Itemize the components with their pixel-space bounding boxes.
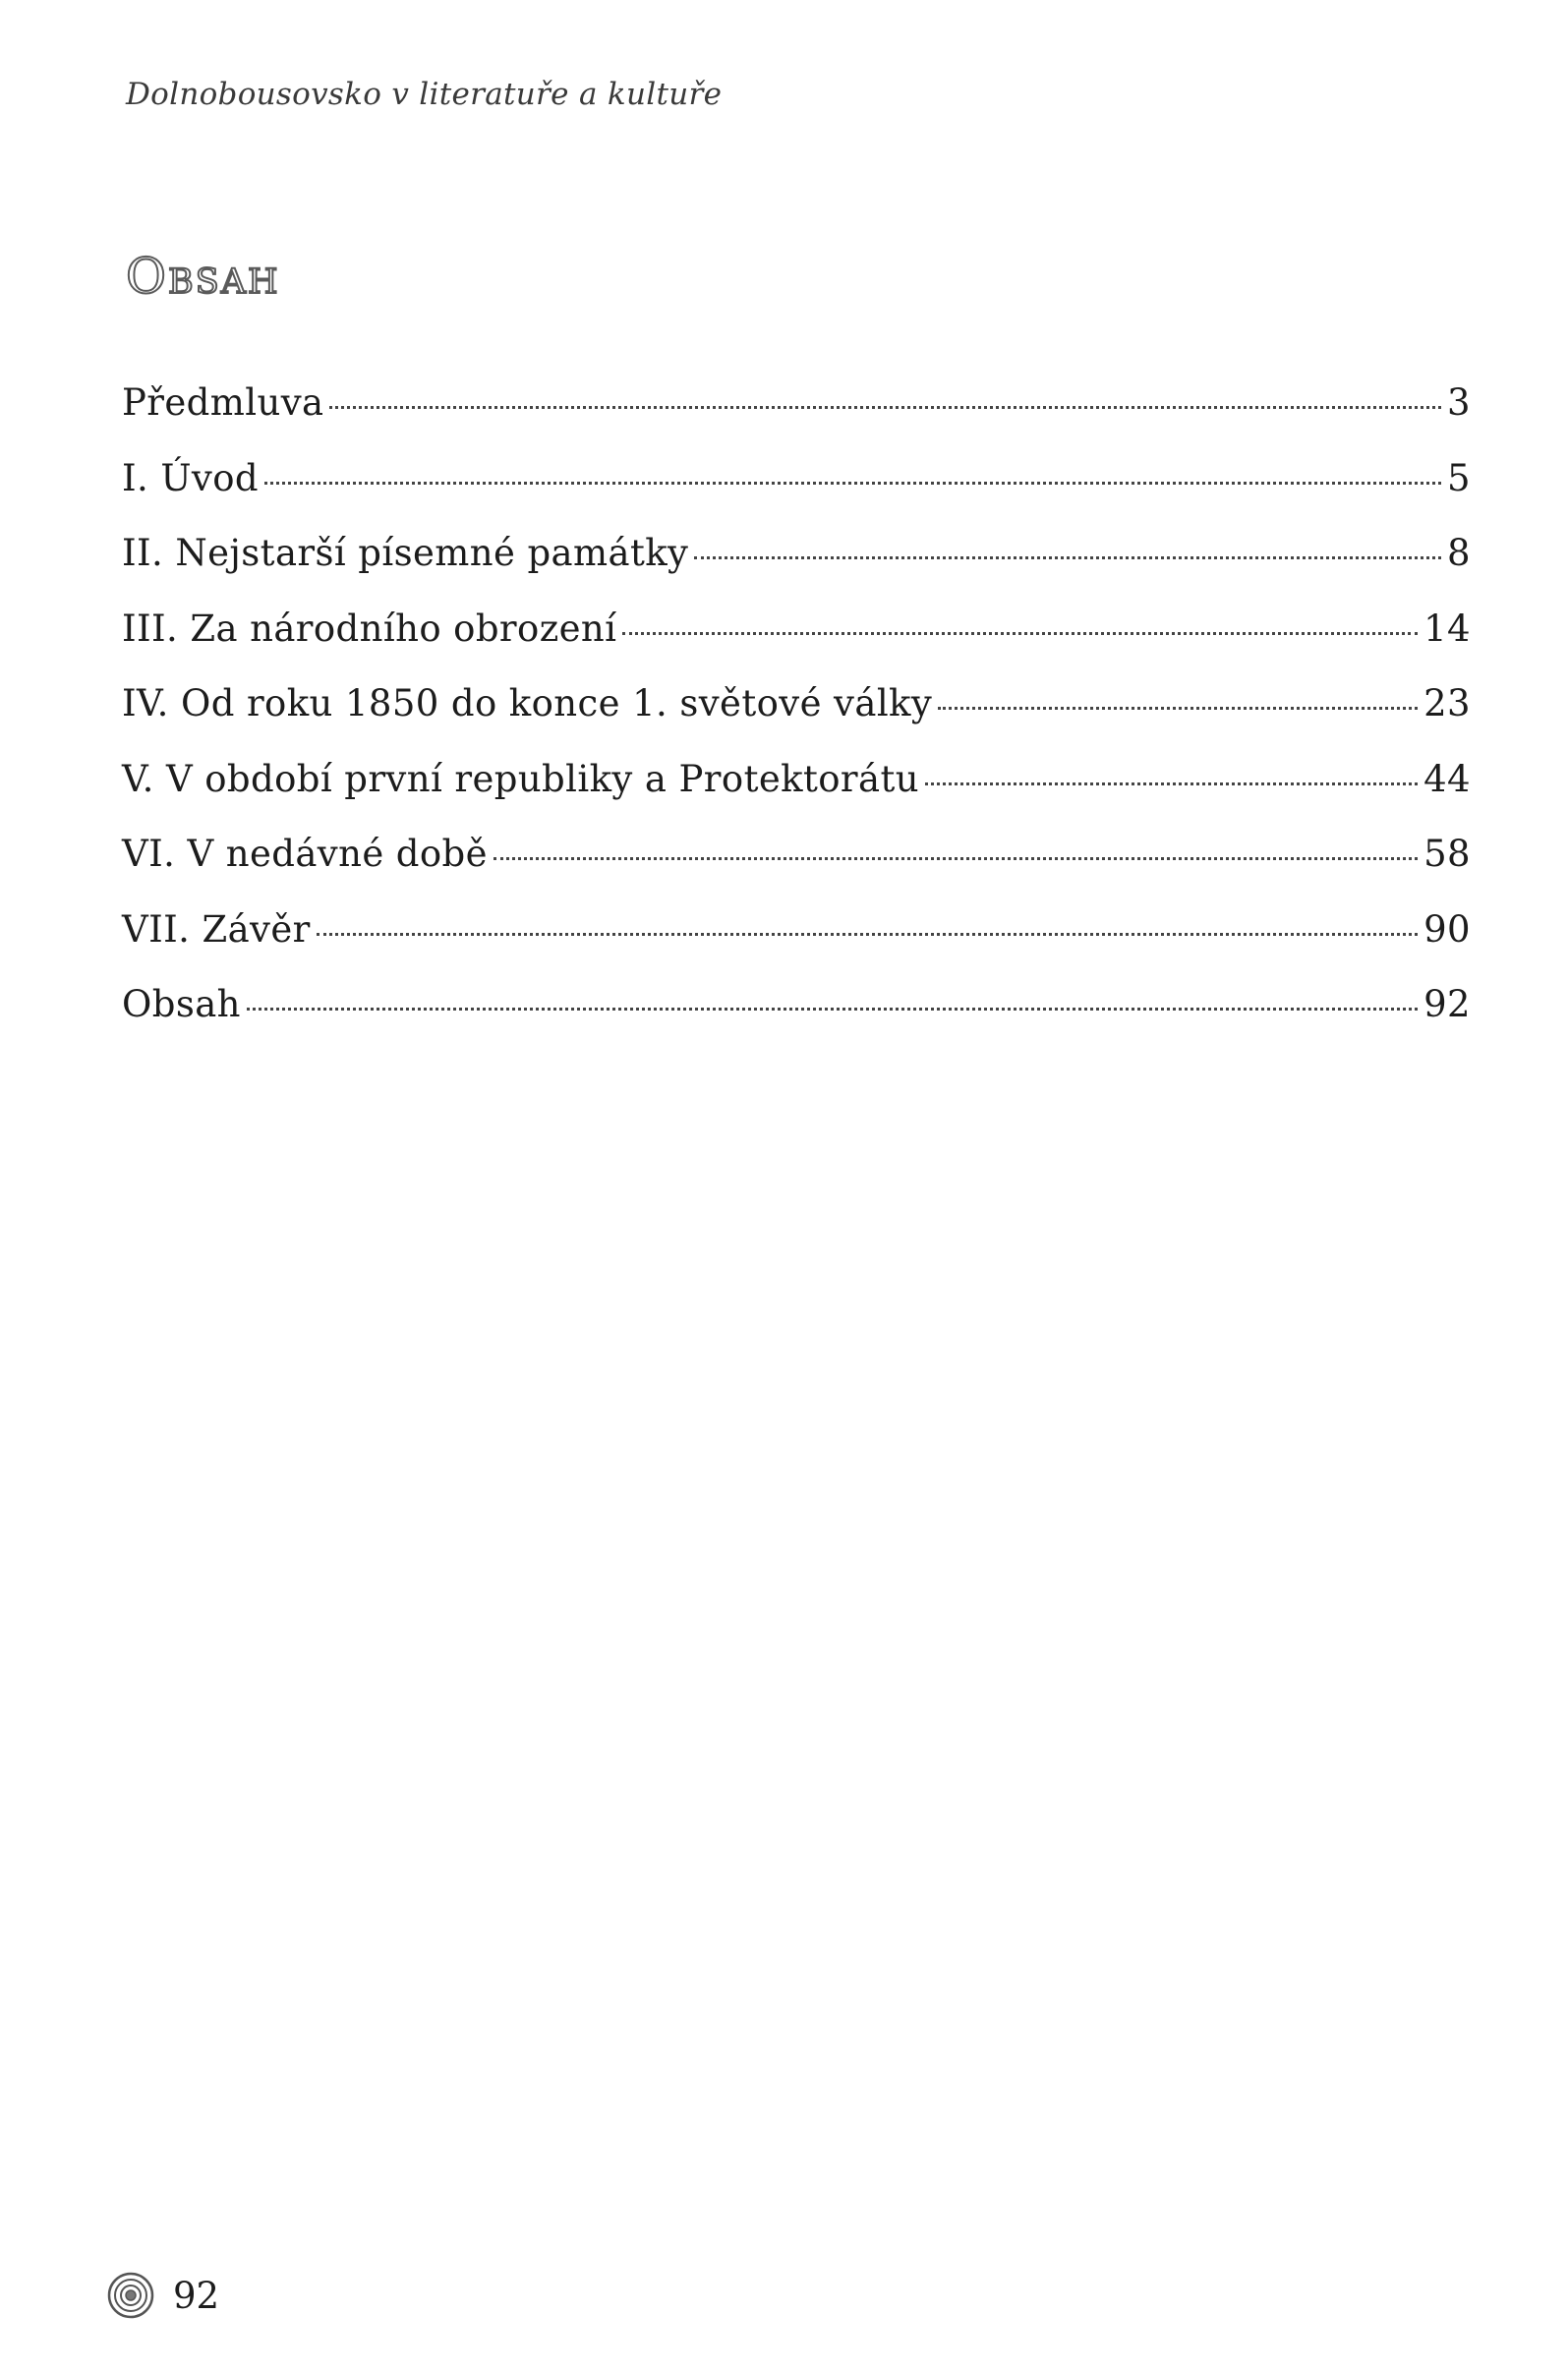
dot-leader [317, 933, 1418, 936]
toc-entry-page: 3 [1447, 381, 1471, 424]
toc-entry[interactable] [122, 758, 1471, 834]
toc-entry-page: 44 [1423, 757, 1471, 800]
toc-entry[interactable] [122, 608, 1471, 683]
toc-entry-label: III. Za národního obrození [122, 607, 617, 650]
toc-entry-page: 5 [1447, 456, 1471, 499]
toc-entry[interactable] [122, 532, 1471, 608]
dot-leader [694, 556, 1441, 559]
toc-entry[interactable] [122, 908, 1471, 984]
concentric-circles-icon [106, 2271, 155, 2320]
toc-entry-label: Obsah [122, 983, 241, 1025]
page-number: 92 [173, 2274, 220, 2317]
page-footer [106, 2271, 219, 2320]
dot-leader [938, 707, 1418, 710]
toc-entry-page: 58 [1423, 833, 1471, 875]
toc-entry-label: VI. V nedávné době [122, 833, 488, 875]
toc-entry-page: 8 [1447, 532, 1471, 574]
toc-entry[interactable] [122, 457, 1471, 533]
toc-entry[interactable] [122, 682, 1471, 758]
dot-leader [247, 1008, 1418, 1011]
dot-leader [329, 406, 1441, 409]
toc-entry-label: IV. Od roku 1850 do konce 1. světové války [122, 682, 933, 724]
toc-entry-page: 90 [1423, 907, 1471, 951]
dot-leader [925, 782, 1418, 785]
toc-entry-page: 92 [1423, 983, 1471, 1025]
toc-entry-label: VII. Závěr [122, 907, 311, 951]
toc-entry[interactable] [122, 983, 1471, 1059]
running-header: Dolnobousovsko v literatuře a kultuře [126, 77, 723, 112]
table-of-contents [122, 381, 1471, 1059]
dot-leader [494, 857, 1418, 860]
toc-entry-label: I. Úvod [122, 456, 259, 499]
toc-entry[interactable] [122, 381, 1471, 457]
dot-leader [264, 482, 1441, 485]
toc-entry[interactable] [122, 833, 1471, 908]
toc-entry-label: V. V období první republiky a Protektorátu [122, 757, 919, 800]
toc-entry-label: II. Nejstarší písemné památky [122, 532, 689, 574]
toc-entry-page: 14 [1423, 607, 1471, 650]
toc-entry-label: Předmluva [122, 381, 324, 424]
toc-entry-page: 23 [1423, 682, 1471, 724]
dot-leader [622, 632, 1418, 635]
page-title: Obsah [126, 248, 280, 305]
